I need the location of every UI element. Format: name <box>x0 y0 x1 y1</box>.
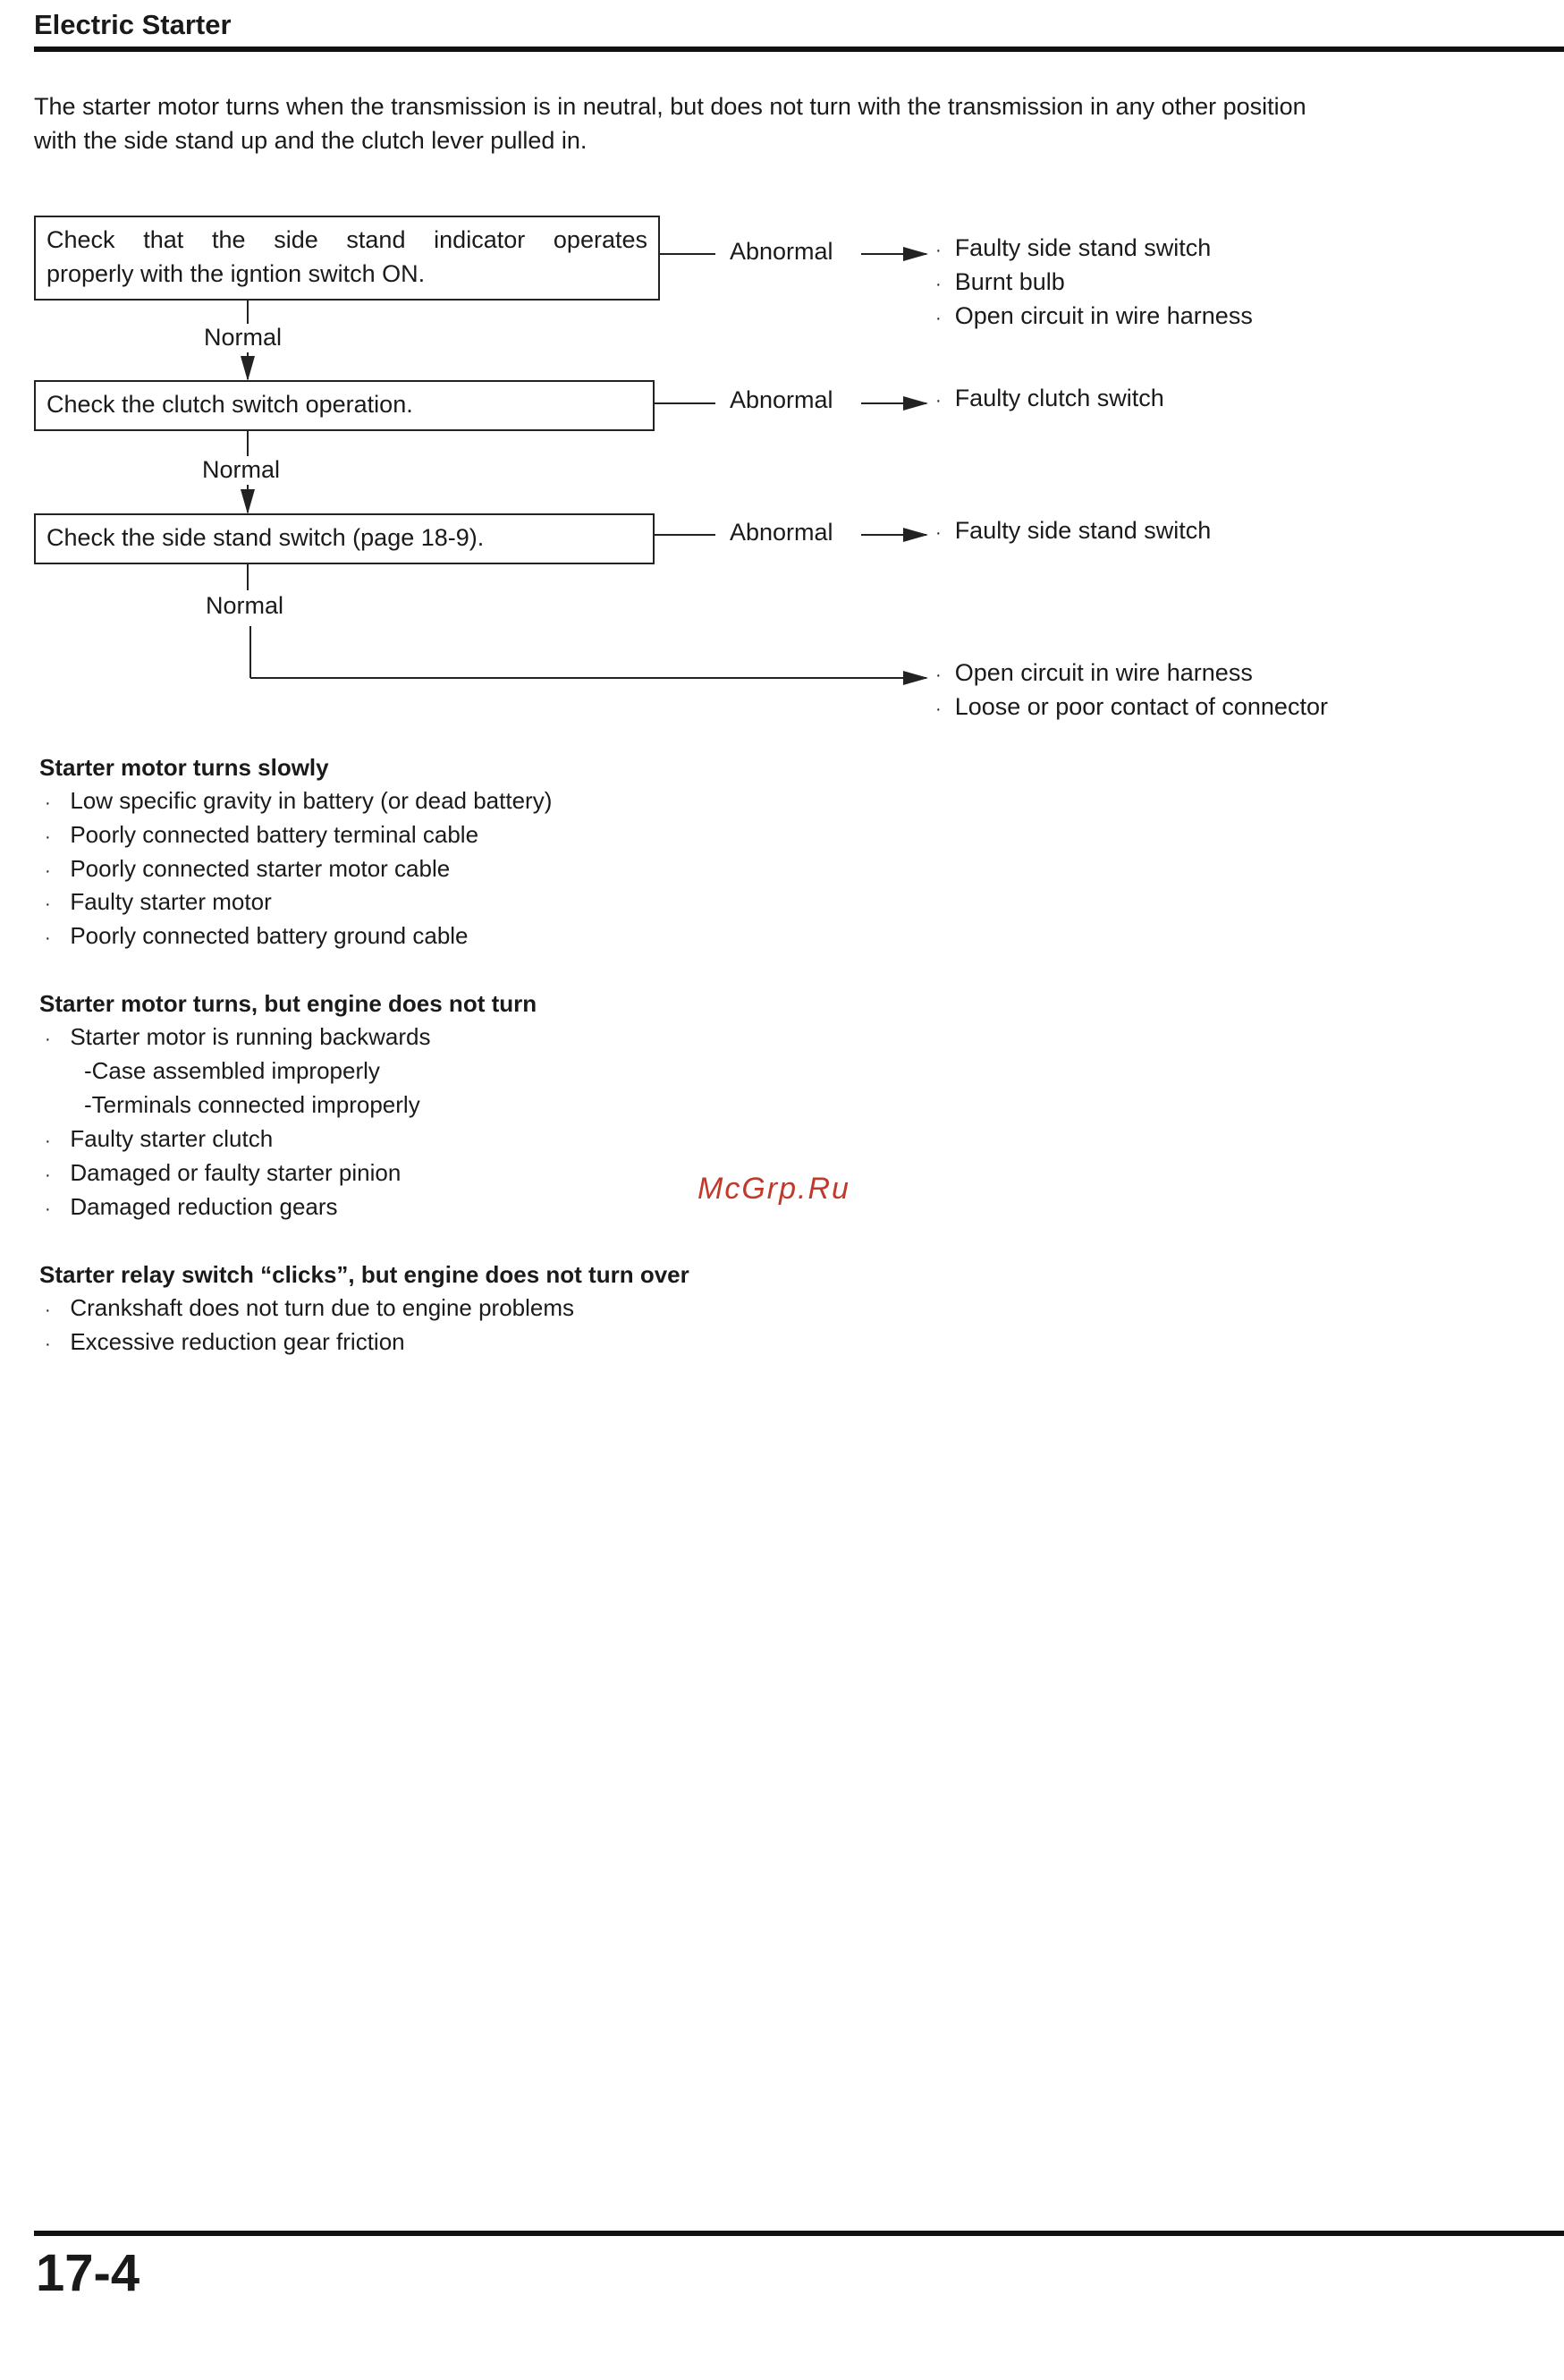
result-2-item-1: Faulty clutch switch <box>954 385 1164 411</box>
result-1-bullet: · Burnt bulb <box>935 268 1065 295</box>
watermark: McGrp.Ru <box>697 1172 850 1206</box>
final-result-2: Loose or poor contact of connector <box>954 693 1328 720</box>
list-item: · Starter motor is running backwards <box>45 1023 431 1050</box>
list-item: · Faulty starter clutch <box>45 1125 274 1152</box>
list-item: · Poorly connected battery ground cable <box>45 922 469 949</box>
list-item: · Damaged or faulty starter pinion <box>45 1159 402 1186</box>
list-item: · Excessive reduction gear friction <box>45 1328 405 1355</box>
check-2-text: Check the clutch switch operation. <box>46 391 413 418</box>
normal-label-1: Normal <box>204 324 283 351</box>
check-1-line-2: properly with the igntion switch ON. <box>46 260 426 287</box>
check-3-text: Check the side stand switch (page 18-9). <box>46 524 485 551</box>
final-result-bullet: · Loose or poor contact of connector <box>935 693 1328 720</box>
normal-label-2: Normal <box>202 456 281 483</box>
list-item: · Crankshaft does not turn due to engine problems <box>45 1294 575 1321</box>
result-1-item-3: Open circuit in wire harness <box>954 302 1253 329</box>
intro-line-2: with the side stand up and the clutch lever pulled in. <box>34 127 588 154</box>
result-1-item-2: Burnt bulb <box>954 268 1065 295</box>
list-item: · Damaged reduction gears <box>45 1193 338 1220</box>
page-number: 17-4 <box>36 2244 140 2302</box>
check-1-line-1: Check that the side stand indicator operates <box>46 226 647 253</box>
check-box-clutch-switch <box>34 380 655 431</box>
result-1-bullet: · Open circuit in wire harness <box>935 302 1253 329</box>
footer-rule <box>34 2231 1564 2236</box>
result-1-item-1: Faulty side stand switch <box>954 234 1212 261</box>
list-item: · Low specific gravity in battery (or dead battery) <box>45 787 553 814</box>
list-item: · Faulty starter motor <box>45 888 272 915</box>
check-box-side-stand-switch <box>34 513 655 564</box>
abnormal-label-3: Abnormal <box>730 519 833 546</box>
list-item: · Poorly connected battery terminal cable <box>45 821 479 848</box>
abnormal-label-2: Abnormal <box>730 386 833 413</box>
section-title-turns-slowly: Starter motor turns slowly <box>39 754 329 781</box>
normal-label-3: Normal <box>206 592 284 619</box>
abnormal-label-1: Abnormal <box>730 238 833 265</box>
section-title-relay-clicks: Starter relay switch “clicks”, but engine does not turn over <box>39 1261 689 1288</box>
result-2-bullet: · Faulty clutch switch <box>935 385 1164 411</box>
page-title: Electric Starter <box>34 9 232 40</box>
list-subitem: -Case assembled improperly <box>84 1057 380 1084</box>
list-item: · Poorly connected starter motor cable <box>45 855 451 882</box>
final-result-bullet: · Open circuit in wire harness <box>935 659 1253 686</box>
result-3-item-1: Faulty side stand switch <box>954 517 1212 544</box>
section-title-engine-does-not-turn: Starter motor turns, but engine does not turn <box>39 990 537 1017</box>
list-subitem: -Terminals connected improperly <box>84 1091 420 1118</box>
intro-line-1: The starter motor turns when the transmission is in neutral, but does not turn with the transmission in any other position <box>34 93 1306 120</box>
result-3-bullet: · Faulty side stand switch <box>935 517 1212 544</box>
final-result-1: Open circuit in wire harness <box>954 659 1253 686</box>
check-box-side-stand-indicator <box>34 216 660 301</box>
result-1-bullet: · Faulty side stand switch <box>935 234 1212 261</box>
